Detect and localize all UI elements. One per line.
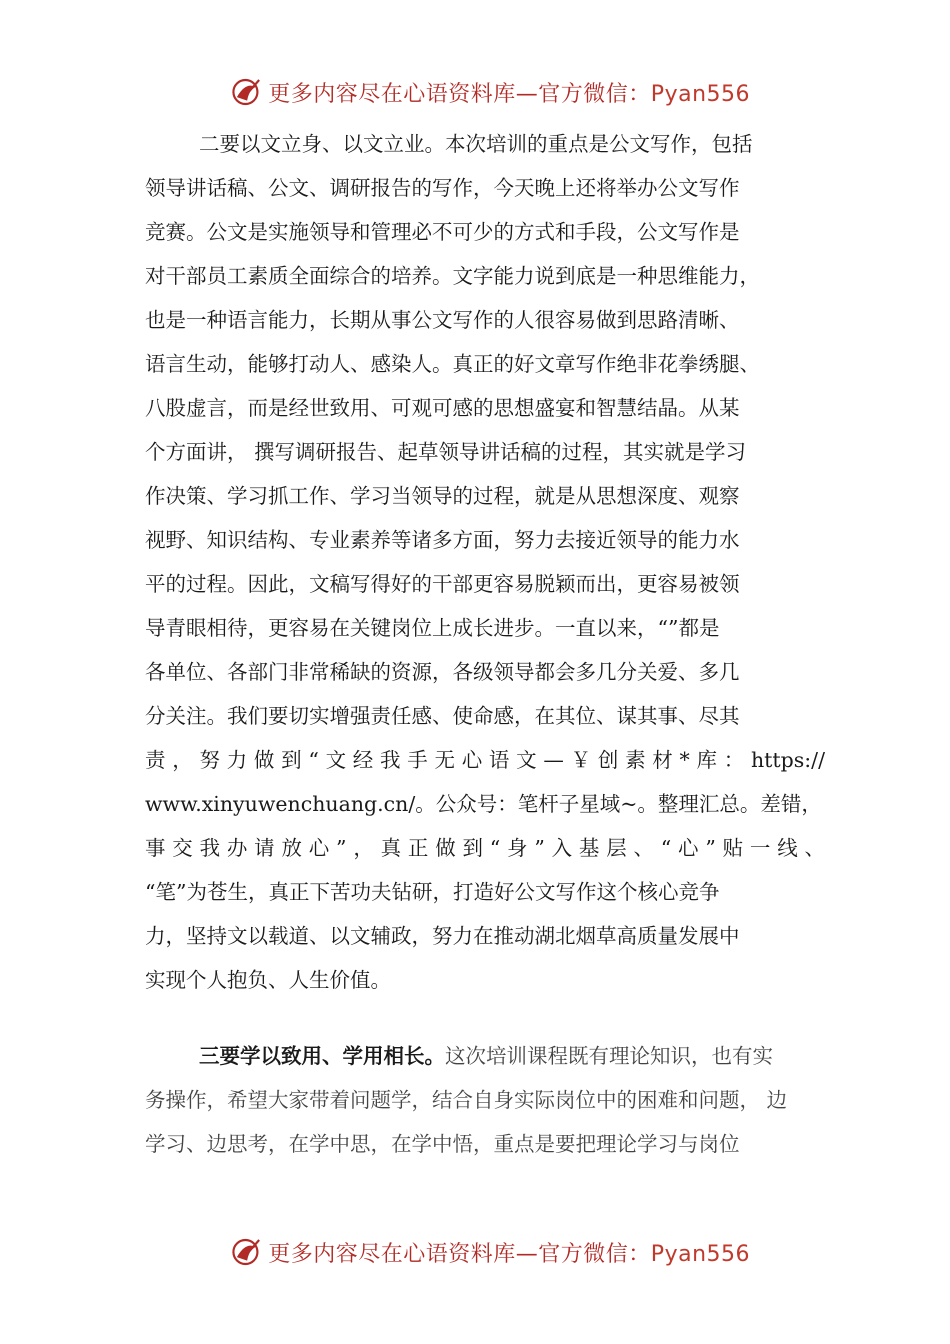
paragraph-1-line: 导青眼相待，更容易在关键岗位上成长进步。一直以来，“”都是 (145, 616, 720, 640)
paragraph-1-line: “笔”为苍生，真正下苦功夫钻研，打造好公文写作这个核心竞争 (145, 880, 720, 904)
paragraph-1-line: 对干部员工素质全面综合的培养。文字能力说到底是一种思维能力， (145, 264, 760, 288)
paragraph-1-line: www.xinyuwenchuang.cn/。公众号：笔杆子星域~。整理汇总。差错， (145, 792, 822, 816)
paragraph-1-line: 语言生动，能够打动人、感染人。真正的好文章写作绝非花拳绣腿、 (145, 352, 760, 376)
paragraph-1-line: 竞赛。公文是实施领导和管理必不可少的方式和手段，公文写作是 (145, 220, 740, 244)
footer-watermark-banner (230, 1232, 750, 1272)
paragraph-2-first-rest: 这次培训课程既有理论知识，也有实 (445, 1044, 773, 1068)
paragraph-1-line: 作决策、学习抓工作、学习当领导的过程，就是从思想深度、观察 (145, 484, 740, 508)
paragraph-2-line: 学习、边思考，在学中思，在学中悟，重点是要把理论学习与岗位 (145, 1132, 740, 1156)
logo-icon (230, 1233, 264, 1271)
logo-icon (230, 73, 264, 111)
wechat-handle: Pyan556 (650, 81, 750, 107)
paragraph-1-line: 实现个人抱负、人生价值。 (145, 968, 391, 992)
paragraph-1-line: 八股虚言，而是经世致用、可观可感的思想盛宴和智慧结晶。从某 (145, 396, 740, 420)
paragraph-1-line: 力，坚持文以载道、以文辅政，努力在推动湖北烟草高质量发展中 (145, 924, 740, 948)
paragraph-2-line: 务操作，希望大家带着问题学，结合自身实际岗位中的困难和问题， 边 (145, 1088, 788, 1112)
banner-text: 更多内容尽在心语资料库—官方微信：Pyan556 (268, 1241, 750, 1267)
banner-text: 更多内容尽在心语资料库—官方微信：Pyan556 (268, 81, 750, 107)
paragraph-2-lead: 三要学以致用、学用相长。 (199, 1044, 445, 1068)
paragraph-1 (145, 122, 825, 1002)
paragraph-1-line: 二要以文立身、以文立业。本次培训的重点是公文写作，包括 (199, 132, 753, 156)
paragraph-1-line: 平的过程。因此，文稿写得好的干部更容易脱颖而出，更容易被领 (145, 572, 740, 596)
header-watermark-banner (230, 72, 750, 112)
paragraph-1-line: 事交我办请放心”，真正做到“身”入基层、“心”贴一线、 (145, 836, 825, 860)
paragraph-1-line: 各单位、各部门非常稀缺的资源，各级领导都会多几分关爱、多几 (145, 660, 740, 684)
paragraph-2 (145, 1034, 825, 1166)
paragraph-2-line (145, 1034, 825, 1078)
paragraph-1-line: 责，努力做到“文经我手无心语文—￥创素材*库：https:// (145, 748, 825, 772)
paragraph-1-line: 个方面讲， 撰写调研报告、起草领导讲话稿的过程，其实就是学习 (145, 440, 747, 464)
paragraph-1-line: 视野、知识结构、专业素养等诸多方面，努力去接近领导的能力水 (145, 528, 740, 552)
paragraph-1-line: 分关注。我们要切实增强责任感、使命感，在其位、谋其事、尽其 (145, 704, 740, 728)
paragraph-1-line: 也是一种语言能力，长期从事公文写作的人很容易做到思路清晰、 (145, 308, 740, 332)
wechat-handle: Pyan556 (650, 1241, 750, 1267)
paragraph-1-line: 领导讲话稿、公文、调研报告的写作，今天晚上还将举办公文写作 (145, 176, 740, 200)
